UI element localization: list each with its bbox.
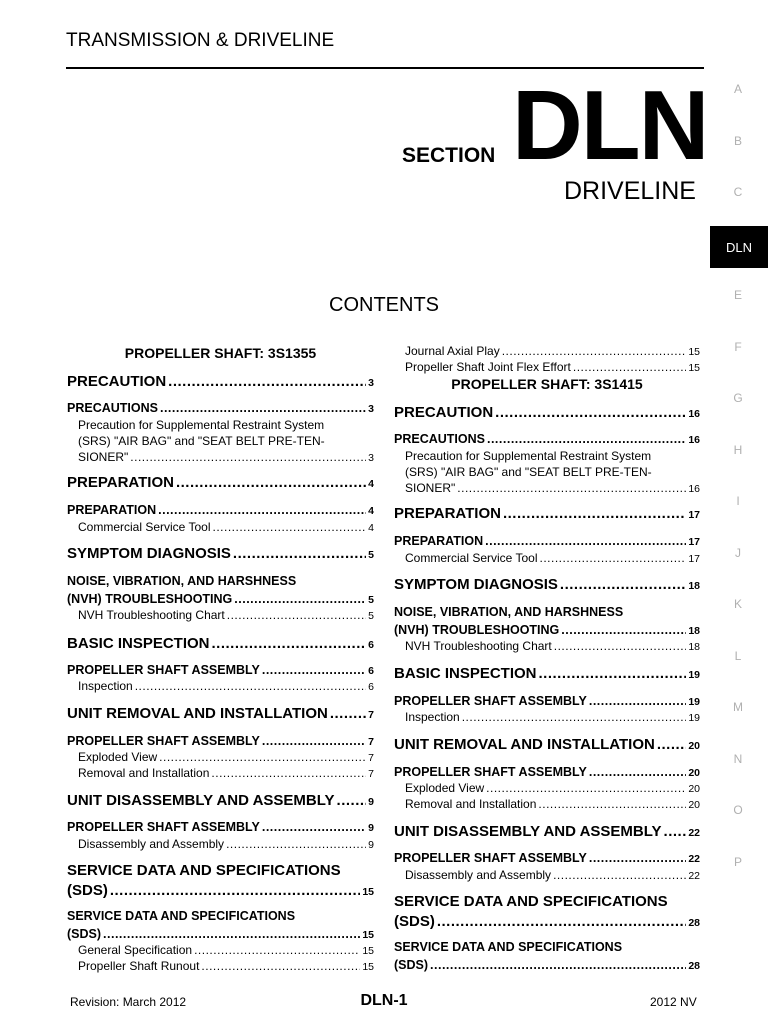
toc-entry[interactable]: PRECAUTIONS ..... 16	[394, 432, 700, 446]
toc-entry-text: SERVICE DATA AND SPECIFICATIONS	[67, 862, 341, 879]
index-tab-c[interactable]: C	[733, 185, 743, 199]
contents-heading: CONTENTS	[329, 294, 439, 316]
toc-entry[interactable]: Removal and Installation ..... 20	[394, 797, 700, 811]
toc-group-heading: PROPELLER SHAFT: 3S1415	[451, 376, 643, 392]
toc-entry[interactable]: Inspection ..... 19	[394, 710, 700, 724]
section-code: DLN	[512, 70, 708, 180]
revision-date: Revision: March 2012	[70, 995, 187, 1009]
toc-entry[interactable]: Commercial Service Tool ..... 4	[67, 520, 374, 534]
toc-entry[interactable]: UNIT DISASSEMBLY AND ASSEMBLY ..... 22	[394, 823, 700, 840]
index-tab-o[interactable]: O	[733, 803, 743, 817]
running-header: TRANSMISSION & DRIVELINE	[66, 30, 335, 51]
index-tab-j[interactable]: J	[735, 546, 741, 560]
toc-entry[interactable]: Disassembly and Assembly ..... 9	[67, 837, 374, 851]
toc-entry-text: Precaution for Supplemental Restraint System	[405, 449, 652, 463]
toc-entry[interactable]: BASIC INSPECTION ..... 19	[394, 665, 700, 682]
toc-entry[interactable]: UNIT REMOVAL AND INSTALLATION ..... 7	[67, 705, 374, 722]
toc-entry[interactable]: PRECAUTIONS ..... 3	[67, 401, 374, 415]
toc-entry[interactable]: PREPARATION ..... 4	[67, 474, 374, 491]
toc-entry[interactable]: PROPELLER SHAFT ASSEMBLY ..... 6	[67, 663, 374, 677]
toc-entry[interactable]: Commercial Service Tool ..... 17	[394, 551, 700, 565]
index-tab-h[interactable]: H	[733, 443, 743, 457]
toc-entry[interactable]: UNIT REMOVAL AND INSTALLATION ..... 20	[394, 736, 700, 753]
toc-entry[interactable]: PREPARATION ..... 4	[67, 503, 374, 517]
toc-entry[interactable]: Propeller Shaft Joint Flex Effort ..... 15	[394, 360, 700, 374]
toc-entry[interactable]: Disassembly and Assembly ..... 22	[394, 868, 700, 882]
index-tab-k[interactable]: K	[733, 597, 742, 611]
toc-entry[interactable]: NVH Troubleshooting Chart ..... 5	[67, 608, 374, 622]
toc-entry[interactable]: UNIT DISASSEMBLY AND ASSEMBLY ..... 9	[67, 792, 374, 809]
index-tab-f[interactable]: F	[734, 340, 742, 354]
toc-entry-text: NOISE, VIBRATION, AND HARSHNESS	[394, 605, 624, 619]
toc-entry-text: Precaution for Supplemental Restraint System	[78, 418, 325, 432]
index-tab-m[interactable]: M	[733, 700, 743, 714]
toc-entry-text: SERVICE DATA AND SPECIFICATIONS	[67, 909, 296, 923]
index-tab-dln[interactable]: DLN	[710, 226, 768, 268]
index-tab-b[interactable]: B	[733, 134, 742, 148]
toc-entry-text: SERVICE DATA AND SPECIFICATIONS	[394, 940, 623, 954]
toc-entry[interactable]: SYMPTOM DIAGNOSIS ..... 5	[67, 545, 374, 562]
toc-entry-text: NOISE, VIBRATION, AND HARSHNESS	[67, 574, 297, 588]
toc-entry[interactable]: NVH Troubleshooting Chart ..... 18	[394, 639, 700, 653]
toc-entry[interactable]: SIONER" ..... 3	[67, 450, 374, 464]
toc-entry[interactable]: SYMPTOM DIAGNOSIS ..... 18	[394, 576, 700, 593]
toc-entry[interactable]: Exploded View ..... 7	[67, 750, 374, 764]
toc-entry[interactable]: Exploded View ..... 20	[394, 781, 700, 795]
index-tab-e[interactable]: E	[733, 288, 742, 302]
toc-group-heading: PROPELLER SHAFT: 3S1355	[124, 345, 317, 361]
toc-entry[interactable]: PREPARATION ..... 17	[394, 505, 700, 522]
index-tab-g[interactable]: G	[733, 391, 743, 405]
toc-entry-text: (SRS) "AIR BAG" and "SEAT BELT PRE-TEN-	[78, 434, 325, 448]
toc-entry[interactable]: PROPELLER SHAFT ASSEMBLY ..... 7	[67, 734, 374, 748]
toc-entry[interactable]: Journal Axial Play ..... 15	[394, 344, 700, 358]
toc-entry[interactable]: (NVH) TROUBLESHOOTING ..... 18	[394, 623, 700, 637]
page-number: DLN-1	[360, 992, 408, 1009]
toc-entry[interactable]: Propeller Shaft Runout ..... 15	[67, 959, 374, 973]
index-tab-i[interactable]: I	[736, 494, 740, 508]
toc-entry[interactable]: (SDS) ..... 15	[67, 882, 374, 899]
toc-right-column	[394, 0, 700, 1024]
toc-entry[interactable]: Removal and Installation ..... 7	[67, 766, 374, 780]
index-tab-n[interactable]: N	[733, 752, 743, 766]
toc-entry[interactable]: Inspection ..... 6	[67, 679, 374, 693]
model-year: 2012 NV	[650, 995, 697, 1009]
toc-entry[interactable]: PREPARATION ..... 17	[394, 534, 700, 548]
toc-left-column	[67, 0, 374, 1024]
toc-entry-text: SERVICE DATA AND SPECIFICATIONS	[394, 893, 668, 910]
toc-entry[interactable]: PRECAUTION ..... 3	[67, 373, 374, 390]
toc-entry-text: (SRS) "AIR BAG" and "SEAT BELT PRE-TEN-	[405, 465, 652, 479]
toc-entry[interactable]: SIONER" ..... 16	[394, 481, 700, 495]
toc-entry[interactable]: PROPELLER SHAFT ASSEMBLY ..... 19	[394, 694, 700, 708]
toc-entry[interactable]: (SDS) ..... 28	[394, 958, 700, 972]
toc-entry[interactable]: (SDS) ..... 15	[67, 927, 374, 941]
toc-entry[interactable]: PROPELLER SHAFT ASSEMBLY ..... 22	[394, 851, 700, 865]
toc-entry[interactable]: (NVH) TROUBLESHOOTING ..... 5	[67, 592, 374, 606]
index-tab-a[interactable]: A	[733, 82, 742, 96]
toc-entry[interactable]: General Specification ..... 15	[67, 943, 374, 957]
toc-entry[interactable]: (SDS) ..... 28	[394, 913, 700, 930]
toc-entry[interactable]: PRECAUTION ..... 16	[394, 404, 700, 421]
index-tab-l[interactable]: L	[734, 649, 742, 663]
toc-entry[interactable]: PROPELLER SHAFT ASSEMBLY ..... 20	[394, 765, 700, 779]
toc-entry[interactable]: BASIC INSPECTION ..... 6	[67, 635, 374, 652]
section-subtitle: DRIVELINE	[564, 177, 696, 205]
section-label: SECTION	[402, 144, 496, 167]
index-tab-p[interactable]: P	[733, 855, 742, 869]
toc-entry[interactable]: PROPELLER SHAFT ASSEMBLY ..... 9	[67, 820, 374, 834]
